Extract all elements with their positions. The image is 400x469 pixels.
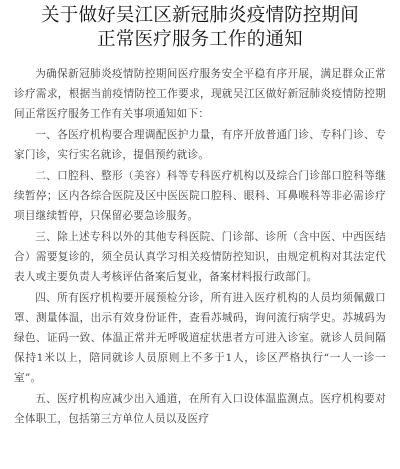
paragraph-item-3: 三、除上述专科以外的其他专科医院、门诊部、诊所（含中医、中西医结合）需要复诊的，须全员认真学习相关疫情防控知识，由规定机构对其法定代表人或主要负责人考核评估备案后复业，备案材料报行政部门。 xyxy=(14,231,386,283)
title-line-2: 正常医疗服务工作的通知 xyxy=(97,29,303,50)
paragraph-item-1: 一、各医疗机构要合理调配医护力量，有序开放普通门诊、专科门诊、专家门诊，实行实名就诊，提倡预约就诊。 xyxy=(14,129,386,161)
title-line-1: 关于做好吴江区新冠肺炎疫情防控期间 xyxy=(41,5,359,26)
paragraph-item-5: 五、医疗机构应减少出入通道，在所有入口设体温监测点。医疗机构要对全体职工，包括第三方单位人员以及医疗 xyxy=(14,393,386,425)
paragraph-item-2: 二、口腔科、整形（美容）科等专科医疗机构以及综合门诊部口腔科等继续暂停；区内各综合医院及区中医医院口腔科、眼科、耳鼻喉科等非必需诊疗项目继续暂停，只保留必要急诊服务。 xyxy=(14,170,386,222)
paragraph-item-4: 四、所有医疗机构要开展预检分诊，所有进入医疗机构的人员均须佩戴口罩、测量体温，出示有效身份证件，查看苏城码，询问流行病学史。苏城码为绿色、证码一致、体温正常并无呼吸道症状患者方可进入诊室。就诊人员间隔保持1米以上，陪同就诊人员原则上不多于1人，诊区严格执行“一人一诊一室”。 xyxy=(14,292,386,384)
paragraph-intro: 为确保新冠肺炎疫情防控期间医疗服务安全平稳有序开展，满足群众正常诊疗需求，根据当前疫情防控工作要求，现就吴江区做好新冠肺炎疫情防控期间正常医疗服务工作有关事项通知如下： xyxy=(14,68,386,120)
document-title xyxy=(14,4,386,52)
